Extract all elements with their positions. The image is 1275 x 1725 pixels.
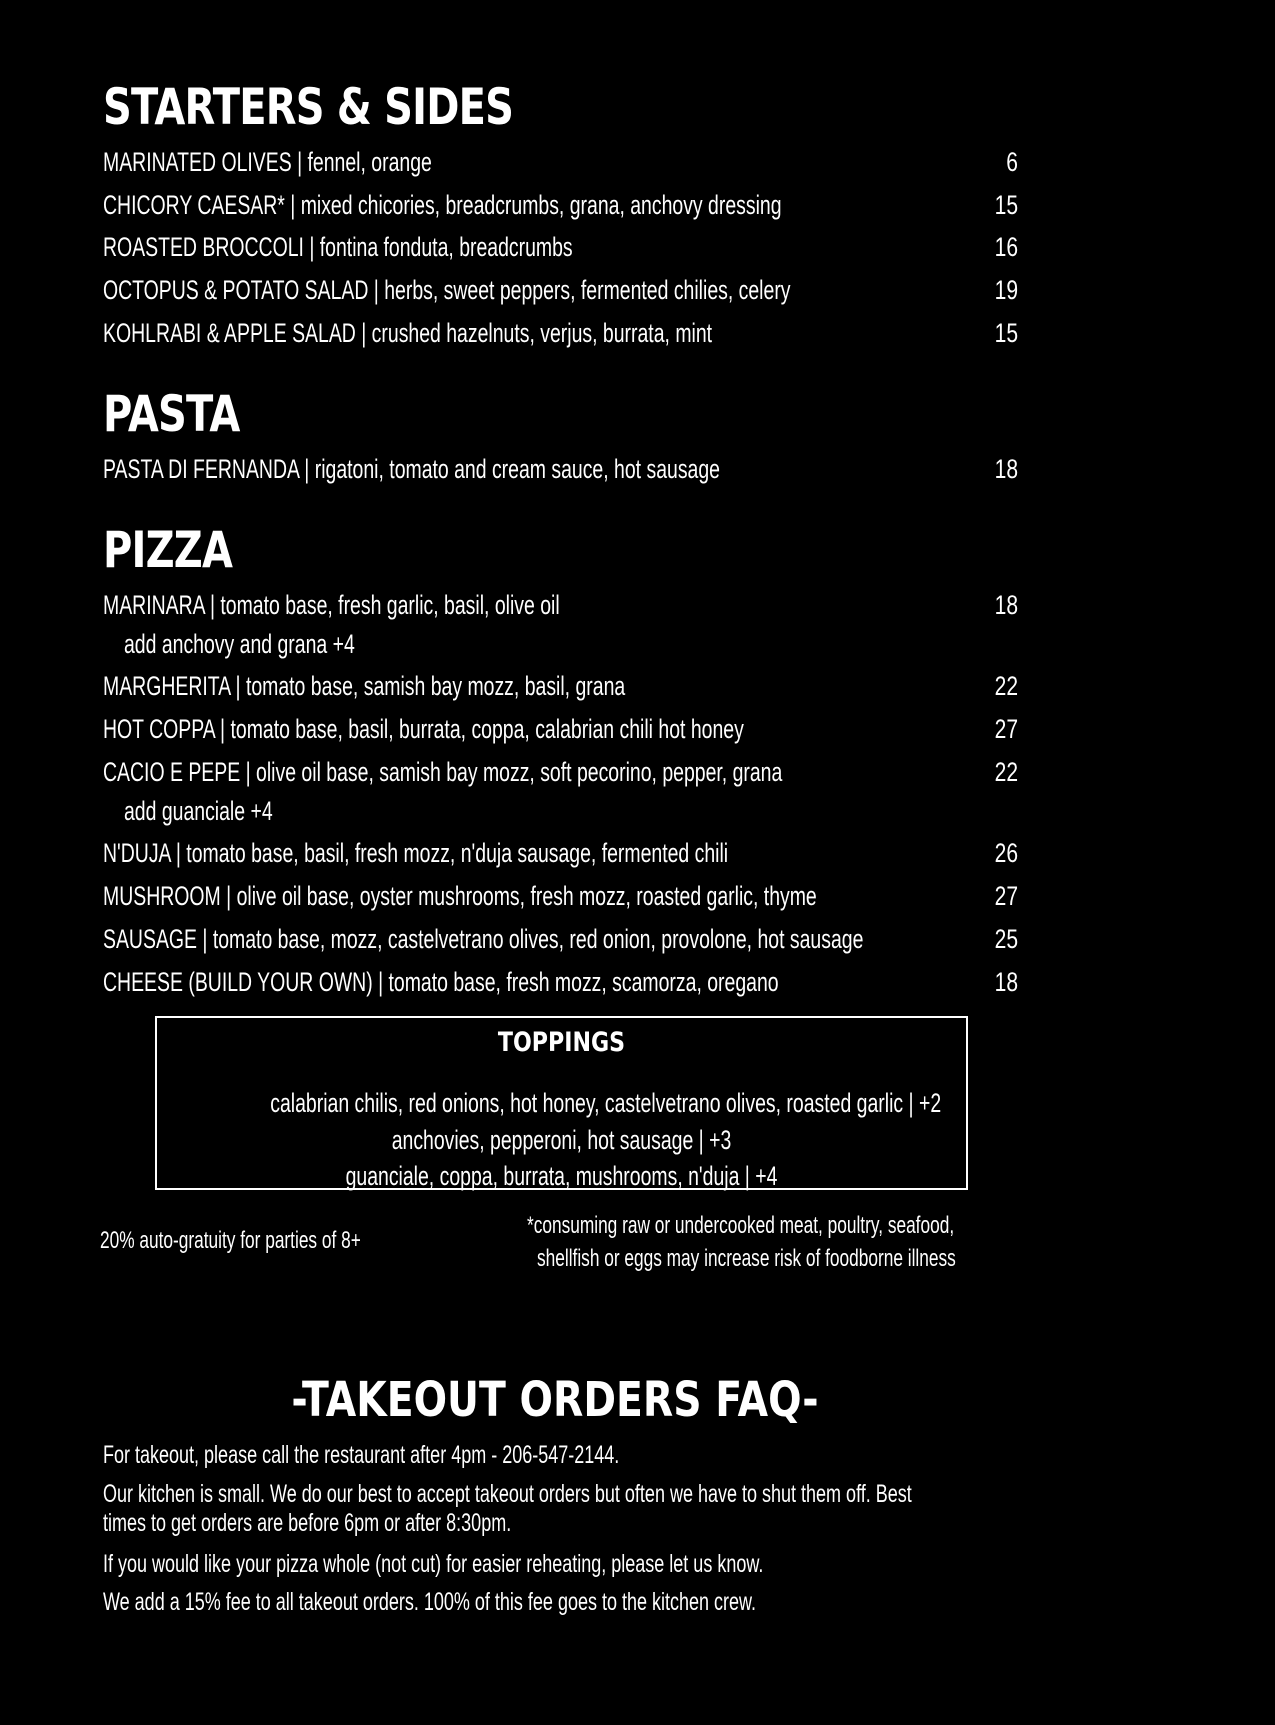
menu-item-price: 16	[994, 232, 1018, 262]
faq-line: For takeout, please call the restaurant after 4pm - 206-547-2144.	[103, 1441, 620, 1469]
pizza-title: PIZZA	[103, 521, 233, 579]
menu-item-desc: KOHLRABI & APPLE SALAD | crushed hazelnuts, verjus, burrata, mint	[103, 318, 713, 348]
menu-item-price: 18	[994, 590, 1018, 620]
faq-line: Our kitchen is small. We do our best to accept takeout orders but often we have to shut them off. Best	[103, 1480, 912, 1508]
menu-item	[103, 964, 1018, 1000]
menu-item-desc: N'DUJA | tomato base, basil, fresh mozz, n'duja sausage, fermented chili	[103, 838, 729, 868]
menu-item	[103, 754, 1018, 790]
menu-item-desc: CACIO E PEPE | olive oil base, samish bay mozz, soft pecorino, pepper, grana	[103, 757, 783, 787]
menu-item-desc: SAUSAGE | tomato base, mozz, castelvetrano olives, red onion, provolone, hot sausage	[103, 924, 864, 954]
menu-item	[103, 921, 1018, 957]
menu-item-price: 27	[994, 881, 1018, 911]
menu-item-desc: CHEESE (BUILD YOUR OWN) | tomato base, fresh mozz, scamorza, oregano	[103, 967, 779, 997]
menu-item-price: 15	[994, 318, 1018, 348]
menu-item-desc: HOT COPPA | tomato base, basil, burrata, coppa, calabrian chili hot honey	[103, 714, 744, 744]
food-warning-note: shellfish or eggs may increase risk of foodborne illness	[537, 1245, 956, 1272]
menu-item-price: 15	[994, 190, 1018, 220]
menu-item	[103, 144, 1018, 180]
menu-item-desc: CHICORY CAESAR* | mixed chicories, breadcrumbs, grana, anchovy dressing	[103, 190, 782, 220]
toppings-title: TOPPINGS	[497, 1027, 626, 1058]
menu-item-price: 18	[994, 454, 1018, 484]
faq-line: times to get orders are before 6pm or after 8:30pm.	[103, 1509, 512, 1537]
menu-item-price: 27	[994, 714, 1018, 744]
menu-item-price: 25	[994, 924, 1018, 954]
faq-line: If you would like your pizza whole (not cut) for easier reheating, please let us know.	[103, 1550, 764, 1578]
menu-item-addon: add guanciale +4	[124, 796, 273, 826]
menu-item	[103, 272, 1018, 308]
toppings-line: anchovies, pepperoni, hot sausage | +3	[391, 1125, 732, 1155]
faq-line: We add a 15% fee to all takeout orders. 100% of this fee goes to the kitchen crew.	[103, 1588, 757, 1616]
menu-item	[103, 187, 1018, 223]
menu-item-desc: MARINARA | tomato base, fresh garlic, basil, olive oil	[103, 590, 560, 620]
menu-item-price: 26	[994, 838, 1018, 868]
menu-item	[103, 315, 1018, 351]
menu-item	[103, 229, 1018, 265]
menu-item-addon: add anchovy and grana +4	[124, 629, 355, 659]
food-warning-note: *consuming raw or undercooked meat, poultry, seafood,	[527, 1212, 955, 1239]
menu-item-price: 6	[1006, 147, 1018, 177]
menu-item	[103, 668, 1018, 704]
menu-item-price: 22	[994, 757, 1018, 787]
menu-item	[103, 587, 1018, 623]
menu-item-desc: ROASTED BROCCOLI | fontina fonduta, breadcrumbs	[103, 232, 573, 262]
menu-item-desc: MARGHERITA | tomato base, samish bay mozz, basil, grana	[103, 671, 626, 701]
menu-item-price: 18	[994, 967, 1018, 997]
gratuity-note: 20% auto-gratuity for parties of 8+	[100, 1227, 361, 1254]
menu-item	[103, 835, 1018, 871]
menu-item-price: 22	[994, 671, 1018, 701]
toppings-line: guanciale, coppa, burrata, mushrooms, n'duja | +4	[345, 1161, 778, 1191]
starters-title: STARTERS & SIDES	[103, 78, 514, 136]
menu-item-desc: MUSHROOM | olive oil base, oyster mushrooms, fresh mozz, roasted garlic, thyme	[103, 881, 817, 911]
toppings-box	[155, 1016, 968, 1190]
menu-item-price: 19	[994, 275, 1018, 305]
menu-item	[103, 878, 1018, 914]
pasta-title: PASTA	[103, 385, 240, 443]
menu-item	[103, 451, 1018, 487]
menu-item-desc: MARINATED OLIVES | fennel, orange	[103, 147, 432, 177]
faq-title: -TAKEOUT ORDERS FAQ-	[291, 1372, 819, 1428]
menu-item-desc: OCTOPUS & POTATO SALAD | herbs, sweet peppers, fermented chilies, celery	[103, 275, 791, 305]
toppings-line: calabrian chilis, red onions, hot honey, castelvetrano olives, roasted garlic | +2	[270, 1088, 942, 1118]
menu-item	[103, 711, 1018, 747]
menu-item-desc: PASTA DI FERNANDA | rigatoni, tomato and cream sauce, hot sausage	[103, 454, 720, 484]
